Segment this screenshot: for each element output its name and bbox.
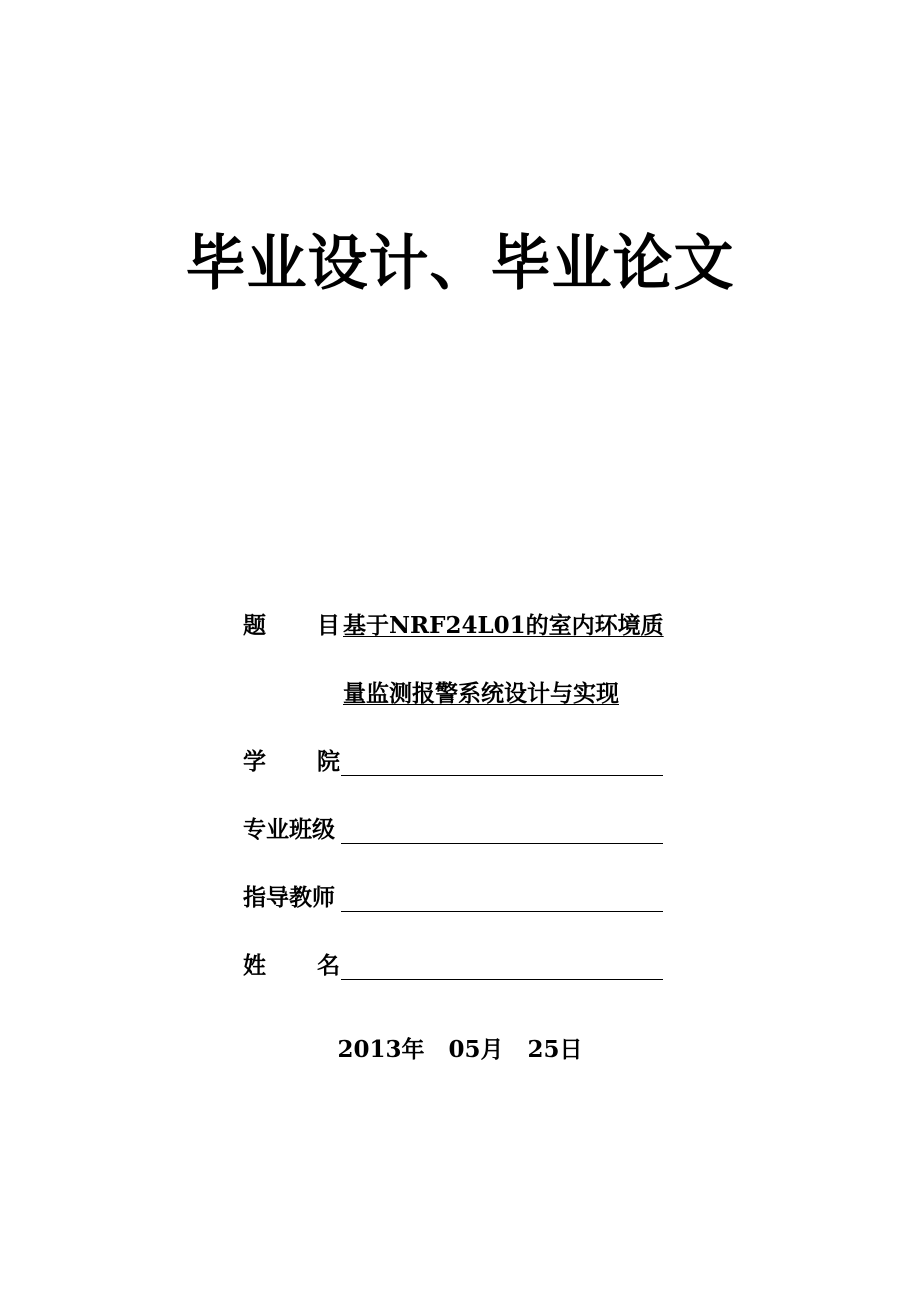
student-name-label-char-1: 姓 (243, 952, 266, 979)
topic-label-char-2: 目 (317, 612, 340, 639)
college-value (341, 745, 663, 779)
student-name-label (243, 949, 341, 983)
advisor-underline (341, 911, 663, 912)
topic-value-line-2: 量监测报警系统设计与实现 (343, 680, 619, 707)
student-name-field (243, 949, 663, 983)
college-label (243, 745, 341, 779)
major-class-value (341, 813, 663, 847)
advisor-value (341, 881, 663, 915)
topic-value-line-1: 基于NRF24L01的室内环境质 (343, 612, 664, 639)
college-underline (341, 775, 663, 776)
major-class-label: 专业班级 (243, 816, 335, 843)
advisor-label: 指导教师 (243, 884, 335, 911)
advisor-field (243, 881, 663, 915)
college-label-char-2: 院 (317, 748, 340, 775)
major-class-underline (341, 843, 663, 844)
submission-date: 2013年 05月 25日 (337, 1036, 583, 1063)
document-title: 毕业设计、毕业论文 (185, 229, 735, 299)
topic-label-char-1: 题 (243, 612, 266, 639)
topic-label (243, 609, 341, 643)
student-name-underline (341, 979, 663, 980)
major-class-field (243, 813, 663, 847)
college-label-char-1: 学 (243, 748, 266, 775)
student-name-label-char-2: 名 (317, 952, 340, 979)
student-name-value (341, 949, 663, 983)
college-field (243, 745, 663, 779)
